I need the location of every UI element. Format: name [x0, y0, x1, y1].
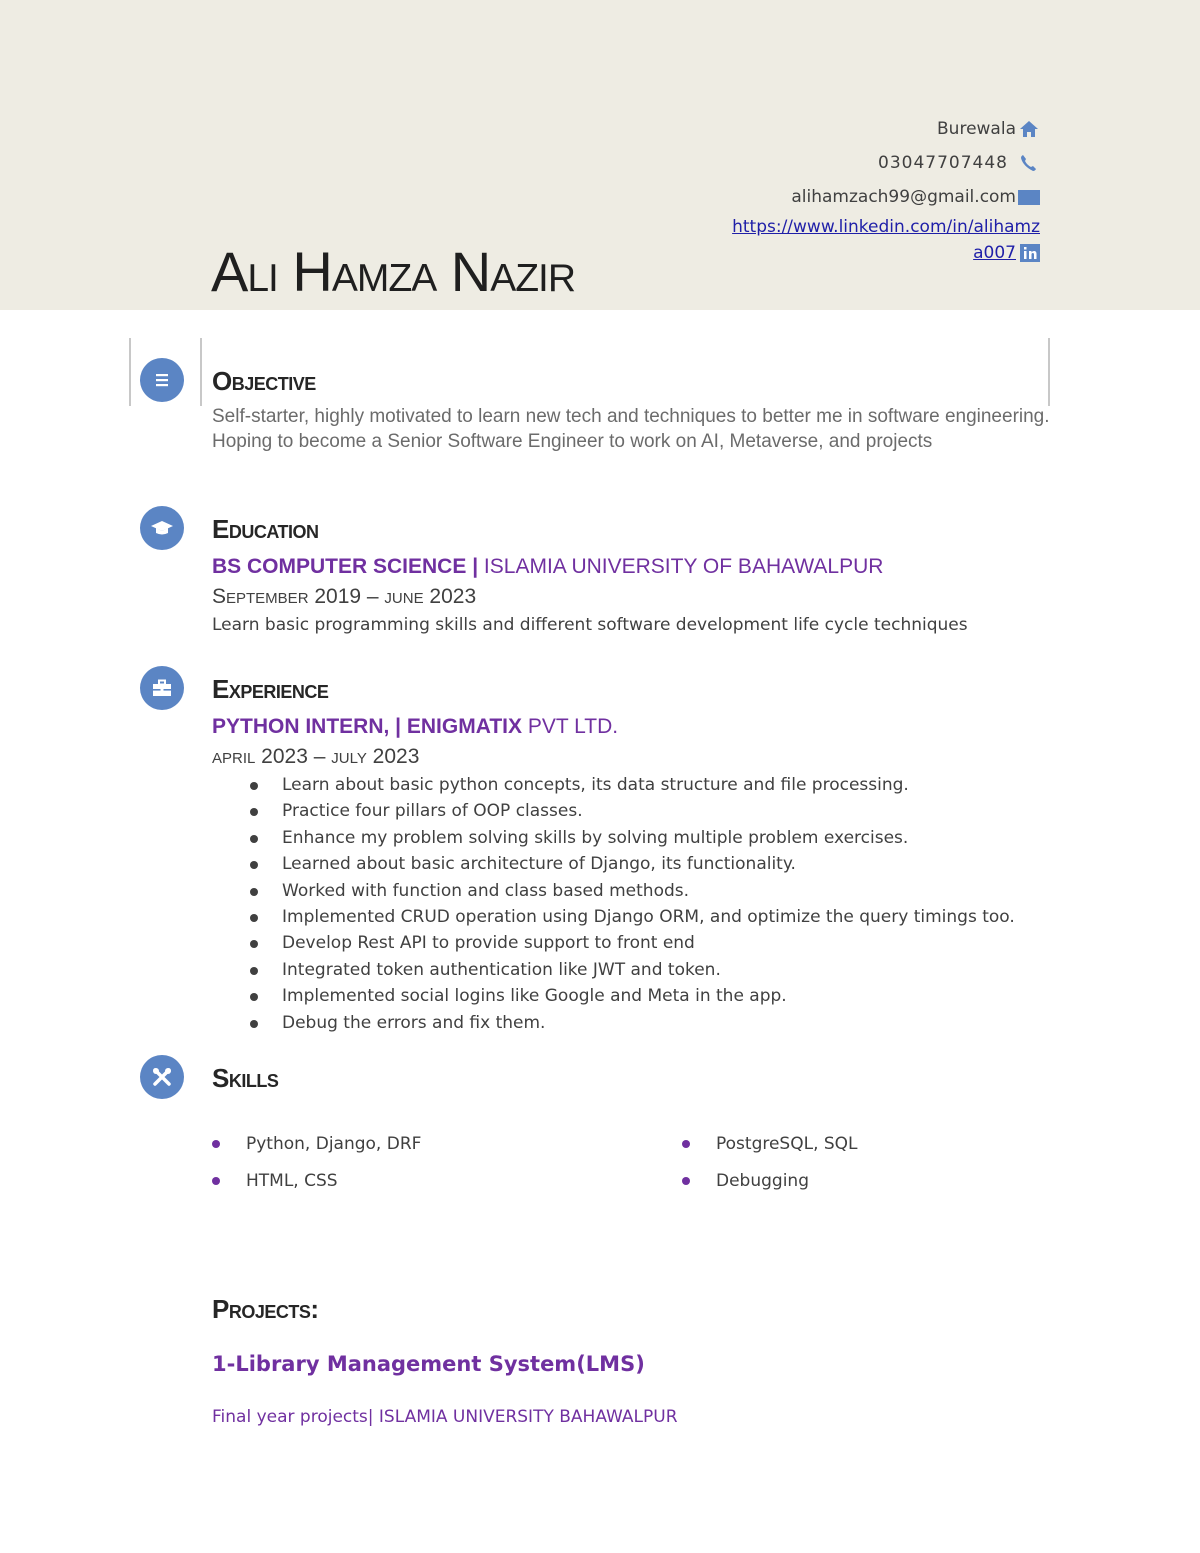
graduation-cap-icon — [140, 506, 184, 550]
contact-linkedin-row — [732, 214, 1040, 240]
tools-icon — [140, 1055, 184, 1099]
linkedin-icon — [1020, 244, 1040, 262]
briefcase-icon — [140, 666, 184, 710]
list-item: Develop Rest API to provide support to front end — [250, 930, 1015, 956]
contact-phone: 03047707448 — [878, 153, 1008, 173]
list-item: Practice four pillars of OOP classes. — [250, 798, 1015, 824]
education-degree-name: BS COMPUTER SCIENCE | — [212, 555, 479, 578]
skill-item: PostgreSQL, SQL — [682, 1132, 858, 1156]
project-title: 1-Library Management System(LMS) — [212, 1352, 645, 1376]
list-item: Learned about basic architecture of Django, its functionality. — [250, 851, 1015, 877]
projects-title: Projects: — [212, 1294, 319, 1324]
experience-company-suffix: PVT LTD. — [527, 715, 619, 738]
experience-role — [212, 715, 618, 739]
contact-city-row — [732, 112, 1040, 146]
education-title: Education — [212, 514, 319, 544]
linkedin-link-line1[interactable]: https://www.linkedin.com/in/alihamz — [732, 217, 1040, 237]
contact-phone-row — [732, 146, 1040, 180]
home-icon — [1018, 118, 1040, 140]
candidate-name: Ali Hamza Nazir — [211, 240, 576, 303]
project-subtitle: Final year projects| ISLAMIA UNIVERSITY BAHAWALPUR — [212, 1407, 678, 1427]
list-item: Debug the errors and fix them. — [250, 1010, 1015, 1036]
list-item: Implemented CRUD operation using Django ORM, and optimize the query timings too. — [250, 904, 1015, 930]
list-item: Implemented social logins like Google and Meta in the app. — [250, 983, 1015, 1009]
education-degree — [212, 555, 883, 579]
list-item: Worked with function and class based methods. — [250, 878, 1015, 904]
objective-text: Self-starter, highly motivated to learn new tech and techniques to better me in software engineering. Hoping to become a Senior Software Engineer to work on AI, Metaverse, and projects — [212, 406, 1050, 452]
phone-icon — [1018, 152, 1040, 174]
education-school: ISLAMIA UNIVERSITY OF BAHAWALPUR — [483, 555, 884, 578]
contact-city: Burewala — [937, 119, 1016, 139]
contact-block — [732, 112, 1040, 266]
objective-title: Objective — [212, 366, 316, 396]
list-item: Integrated token authentication like JWT and token. — [250, 957, 1015, 983]
experience-bullet-list — [250, 772, 1015, 1036]
skill-item: Debugging — [682, 1169, 809, 1193]
contact-email: alihamzach99@gmail.com — [791, 187, 1016, 207]
contact-linkedin-row-2 — [732, 240, 1040, 266]
objective-left-rule-outer — [129, 338, 131, 406]
contact-email-row — [732, 180, 1040, 214]
skills-title: Skills — [212, 1063, 279, 1093]
education-description: Learn basic programming skills and different software development life cycle techniques — [212, 615, 968, 635]
list-item: Learn about basic python concepts, its data structure and file processing. — [250, 772, 1015, 798]
email-icon — [1018, 186, 1040, 208]
education-dates: September 2019 – june 2023 — [212, 585, 477, 608]
experience-dates: april 2023 – july 2023 — [212, 745, 420, 768]
objective-right-rule — [1048, 338, 1050, 406]
skill-item: HTML, CSS — [212, 1169, 338, 1193]
skill-item: Python, Django, DRF — [212, 1132, 421, 1156]
experience-role-name: PYTHON INTERN, | ENIGMATIX — [212, 715, 522, 738]
objective-icon — [140, 358, 184, 402]
list-item: Enhance my problem solving skills by solving multiple problem exercises. — [250, 825, 1015, 851]
linkedin-link-line2[interactable]: a007 — [973, 243, 1016, 263]
objective-left-rule-inner — [200, 338, 202, 406]
experience-title: Experience — [212, 674, 329, 704]
